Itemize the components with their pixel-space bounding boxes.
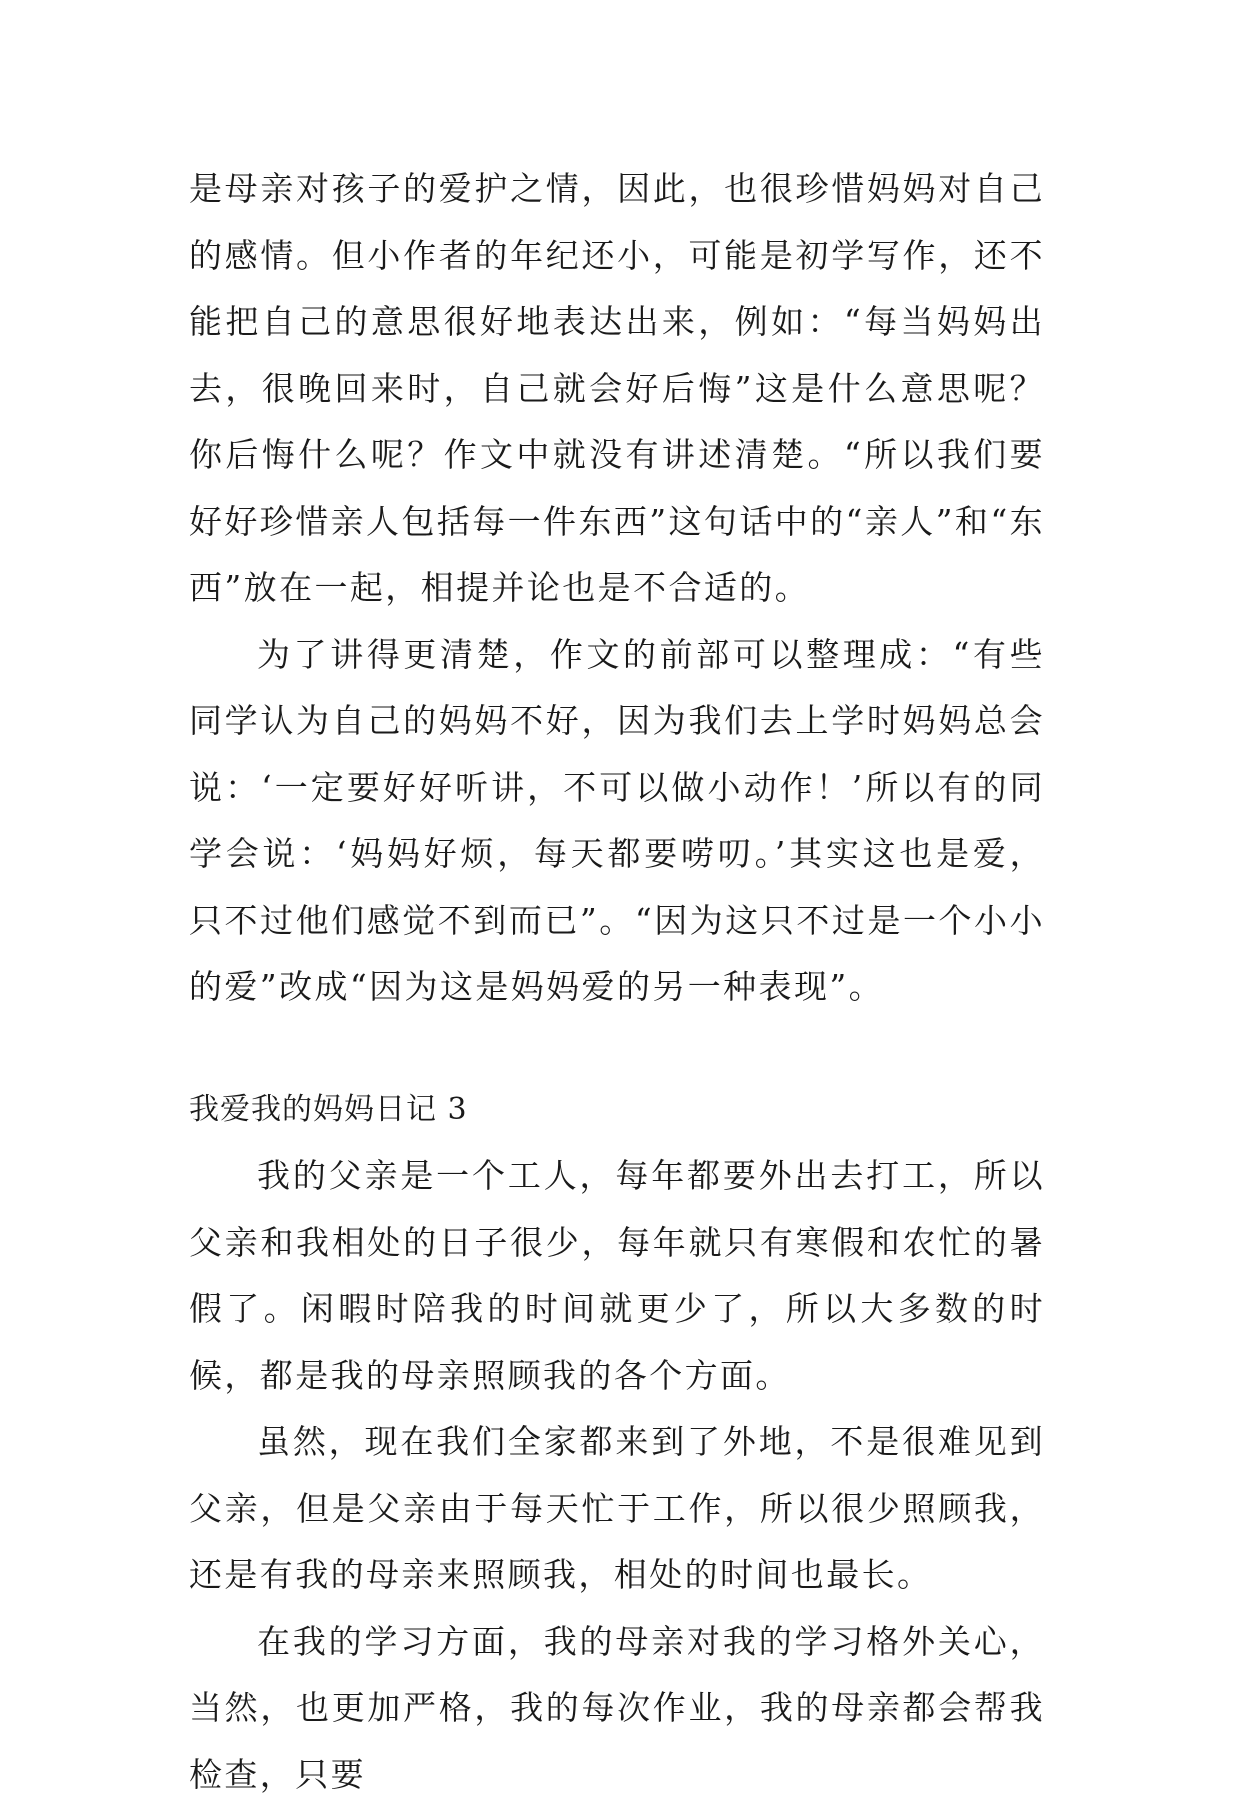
section-title: 我爱我的妈妈日记 3 (189, 1077, 1045, 1144)
document-body (189, 156, 1045, 1808)
paragraph-father-work: 我的父亲是一个工人，每年都要外出去打工，所以父亲和我相处的日子很少，每年就只有寒假和农忙的暑假了。闲暇时陪我的时间就更少了，所以大多数的时候，都是我的母亲照顾我的各个方面。 (189, 1143, 1045, 1409)
paragraph-commentary-continued: 是母亲对孩子的爱护之情，因此，也很珍惜妈妈对自己的感情。但小作者的年纪还小，可能是初学写作，还不能把自己的意思很好地表达出来，例如：“每当妈妈出去，很晚回来时，自己就会好后悔”这是什么意思呢？你后悔什么呢？作文中就没有讲述清楚。“所以我们要好好珍惜亲人包括每一件东西”这句话中的“亲人”和“东西”放在一起，相提并论也是不合适的。 (189, 156, 1045, 622)
section-spacer (189, 1021, 1045, 1077)
paragraph-revision-suggestion: 为了讲得更清楚，作文的前部可以整理成：“有些同学认为自己的妈妈不好，因为我们去上学时妈妈总会说：‘一定要好好听讲，不可以做小动作！’所以有的同学会说：‘妈妈好烦，每天都要唠叨。’其实这也是爱，只不过他们感觉不到而已”。“因为这只不过是一个小小的爱”改成“因为这是妈妈爱的另一种表现”。 (189, 622, 1045, 1021)
paragraph-study-care: 在我的学习方面，我的母亲对我的学习格外关心，当然，也更加严格，我的每次作业，我的母亲都会帮我检查，只要 (189, 1609, 1045, 1808)
paragraph-family-moved: 虽然，现在我们全家都来到了外地，不是很难见到父亲，但是父亲由于每天忙于工作，所以很少照顾我，还是有我的母亲来照顾我，相处的时间也最长。 (189, 1409, 1045, 1609)
